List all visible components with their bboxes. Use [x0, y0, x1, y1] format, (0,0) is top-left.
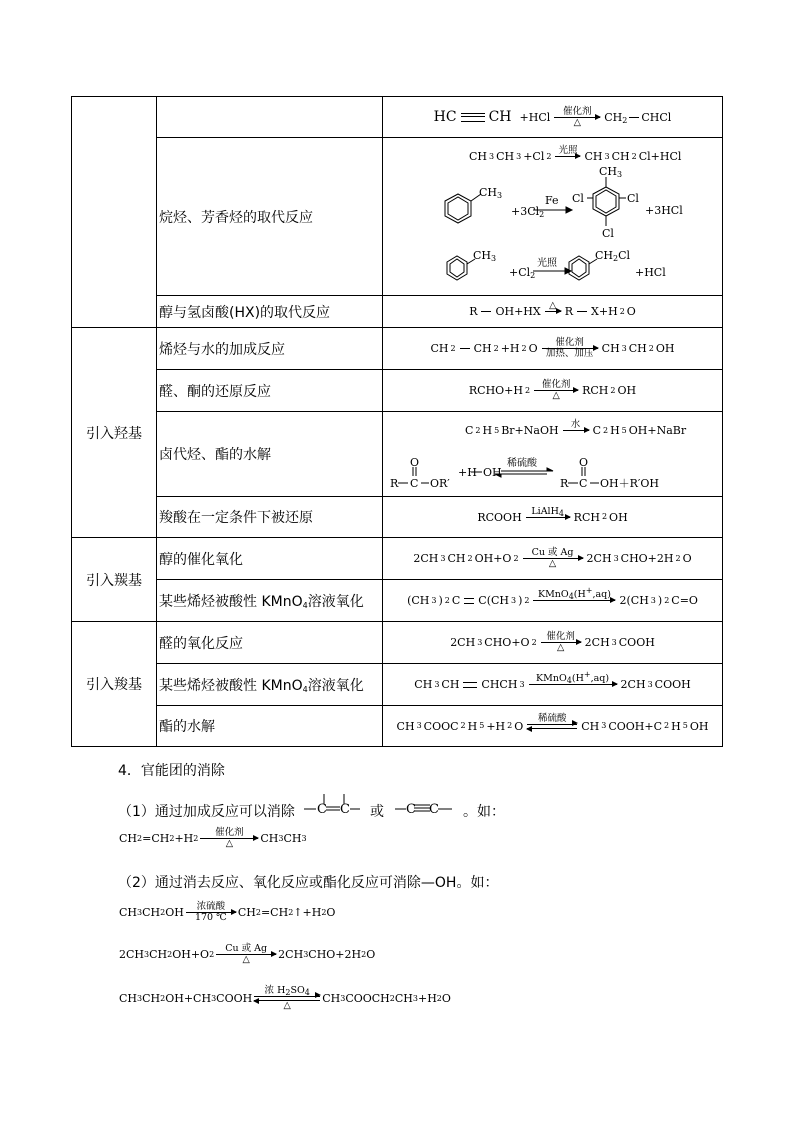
desc-alkane-substitution: 烷烃、芳香烃的取代反应: [157, 138, 383, 296]
table-row: [72, 664, 723, 706]
paragraph-2: （2）通过消去反应、氧化反应或酯化反应可消除—OH。如：: [118, 875, 499, 891]
svg-text:OH: OH: [483, 466, 502, 479]
svg-text:Fe: Fe: [545, 194, 559, 207]
functional-group-table: [71, 96, 723, 747]
desc-alkene-kmno4-2: 某些烯烃被酸性 KMnO$_4$溶液氧化: [157, 664, 383, 706]
svg-text:C: C: [340, 802, 350, 817]
category-hydroxyl: 引入羟基: [72, 328, 157, 538]
equation-esterification: CH 3 CH 2 OH+CH 3 COOH 浓 $H_2SO_4$ △ CH 3 COOCH 2 CH 3 +H 2 O: [119, 985, 451, 1011]
svg-text:R: R: [560, 477, 569, 490]
equation-ethylene-hydrogenation: CH 2 =CH 2 +H 2 催化剂 △ CH 3 CH 3: [119, 827, 307, 849]
svg-text:光照: 光照: [537, 258, 557, 269]
svg-text:CH3: CH3: [599, 165, 623, 179]
svg-text:C: C: [579, 477, 588, 490]
table-row: [72, 370, 723, 412]
ester-hydrolysis-structures: [383, 412, 721, 496]
svg-text:O: O: [579, 456, 589, 469]
equation-cell: 2CH 3 CH 2 OH+O 2 Cu 或 Ag △ 2CH 3 CHO+2H 2 O: [383, 538, 723, 580]
desc-aldehyde-reduction: 醛、酮的还原反应: [157, 370, 383, 412]
desc-alkene-kmno4: 某些烯烃被酸性 KMnO$_4$溶液氧化: [157, 580, 383, 622]
table-row: [72, 328, 723, 370]
table-row: [72, 296, 723, 328]
svg-text:Cl: Cl: [602, 227, 614, 240]
svg-text:Cl: Cl: [627, 192, 639, 205]
desc-hydrolysis: 卤代烃、酯的水解: [157, 412, 383, 497]
equation-cell: CH 3 CH CHCH 3 KMnO$_4$(H+,aq) 2CH 3 COOH: [383, 664, 723, 706]
equation-cell: C 2 H 5 Br+NaOH 水 C 2 H 5 OH+NaBr R C OR′ O +H OH 稀硫酸 R C OH＋R′OH O: [383, 412, 723, 497]
svg-text:+Cl2: +Cl2: [509, 266, 536, 280]
svg-text:+H: +H: [458, 466, 477, 479]
equation-cell: RCOOH LiAlH$_4$ RCH 2 OH: [383, 497, 723, 538]
desc-aldehyde-oxidation: 醛的氧化反应: [157, 622, 383, 664]
svg-text:+HCl: +HCl: [635, 266, 666, 279]
section-heading: 4．官能团的消除: [118, 763, 225, 779]
svg-text:Cl: Cl: [572, 192, 584, 205]
equation-oxidation: 2CH 3 CH 2 OH+O 2 Cu 或 Ag △ 2CH 3 CHO+2H 2 O: [119, 943, 376, 965]
category-cell-empty: [72, 97, 157, 328]
equation-cell: CH 3 CH 3 +Cl 2 光照 CH 3 CH 2 Cl+HCl CH3 +3Cl2 Fe CH3 Cl Cl Cl +3HCl CH3 +Cl2 光照 CH2Cl +HCl: [383, 138, 723, 296]
desc-alcohol-hx: 醇与氢卤酸(HX)的取代反应: [157, 296, 383, 328]
svg-text:CH3: CH3: [473, 249, 497, 263]
category-carboxyl: 引入羧基: [72, 622, 157, 747]
svg-text:CH2Cl: CH2Cl: [595, 249, 631, 263]
svg-text:C: C: [429, 802, 439, 817]
svg-text:C: C: [410, 477, 419, 490]
table-row: [72, 97, 723, 138]
desc-alcohol-oxidation: 醇的催化氧化: [157, 538, 383, 580]
svg-text:OH＋R′OH: OH＋R′OH: [600, 477, 660, 490]
paragraph-1-suffix: 。如：: [463, 804, 505, 820]
equation-cell: R OH+HX △ R X+H 2 O: [383, 296, 723, 328]
equation-cell: (CH 3 ) 2 C C(CH 3 ) 2 KMnO$_4$(H+,aq) 2(CH 3 ) 2 C=O: [383, 580, 723, 622]
svg-text:+3HCl: +3HCl: [645, 204, 683, 217]
desc-acid-reduction: 羧酸在一定条件下被还原: [157, 497, 383, 538]
table-row: [72, 497, 723, 538]
table-row: [72, 538, 723, 580]
desc-cell-empty: [157, 97, 383, 138]
svg-text:O: O: [410, 456, 420, 469]
equation-cell: HC CH +HCl 催化剂 △ $CH_2$ CHCl: [383, 97, 723, 138]
svg-text:C: C: [317, 802, 327, 817]
svg-text:R: R: [390, 477, 399, 490]
benzene-structures: [383, 138, 721, 295]
equation-cell: CH 3 COOC 2 H 5 +H 2 O 稀硫酸 CH 3 COOH+C 2 H 5 OH: [383, 706, 723, 747]
svg-text:+3Cl2: +3Cl2: [511, 205, 545, 219]
table-row: [72, 580, 723, 622]
equation-cell: RCHO+H 2 催化剂 △ RCH 2 OH: [383, 370, 723, 412]
desc-ester-hydrolysis: 酯的水解: [157, 706, 383, 747]
paragraph-1: （1）通过加成反应可以消除: [118, 804, 295, 820]
category-carbonyl: 引入羰基: [72, 538, 157, 622]
table-row: [72, 412, 723, 497]
table-row: [72, 138, 723, 296]
svg-text:CH3: CH3: [479, 186, 503, 200]
desc-alkene-water: 烯烃与水的加成反应: [157, 328, 383, 370]
svg-text:稀硫酸: 稀硫酸: [507, 458, 537, 469]
equation-elimination: CH 3 CH 2 OH 浓硫酸 170 ℃ CH 2 =CH 2 ↑+H 2 O: [119, 901, 336, 923]
table-row: [72, 706, 723, 747]
paragraph-1-or: 或: [370, 804, 384, 820]
equation-cell: CH 2 CH 2 +H 2 O 催化剂 加热、加压 CH 3 CH 2 OH: [383, 328, 723, 370]
equation-cell: 2CH 3 CHO+O 2 催化剂 △ 2CH 3 COOH: [383, 622, 723, 664]
table-row: [72, 622, 723, 664]
svg-text:OR′: OR′: [430, 477, 450, 490]
svg-text:C: C: [406, 802, 416, 817]
